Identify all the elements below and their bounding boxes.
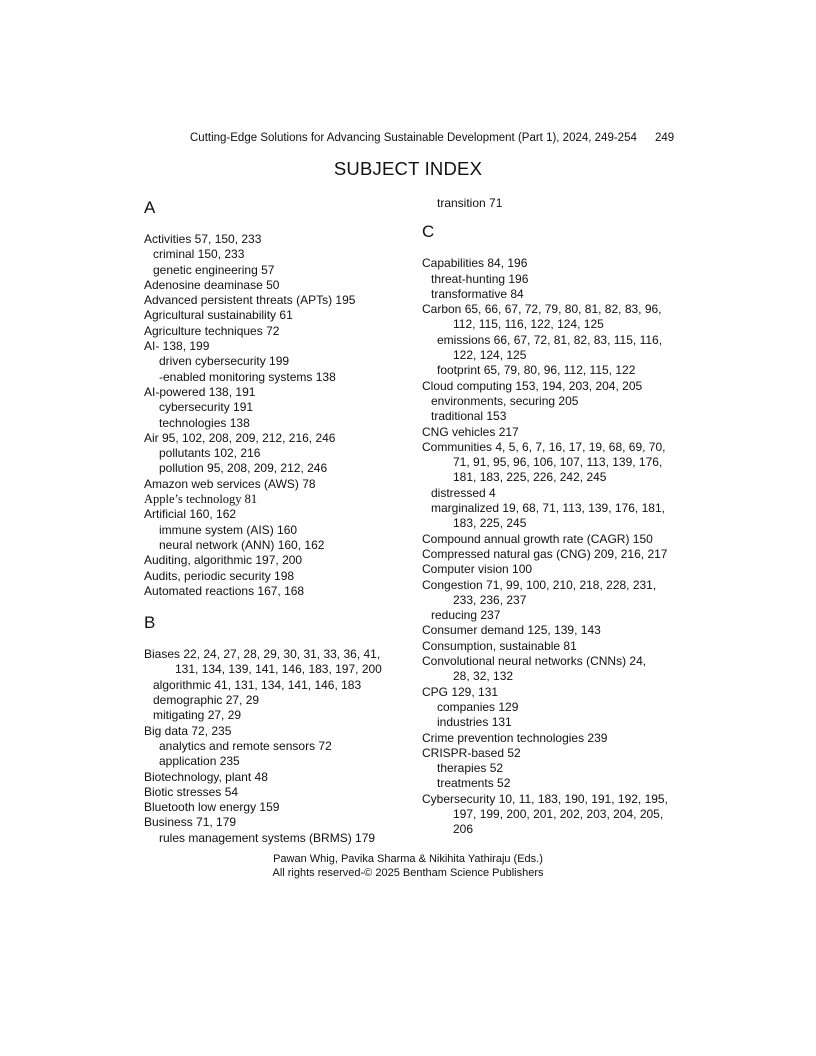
- index-entry-continuation: 122, 124, 125: [453, 348, 527, 363]
- index-subentry: cybersecurity 191: [159, 400, 254, 415]
- index-subentry: transition 71: [437, 196, 503, 210]
- index-entry-continuation: 181, 183, 225, 226, 242, 245: [453, 470, 607, 485]
- index-entry: Agricultural sustainability 61: [144, 308, 293, 323]
- index-entry: Capabilities 84, 196: [422, 256, 528, 271]
- index-entry: Auditing, algorithmic 197, 200: [144, 553, 303, 568]
- running-header: Cutting-Edge Solutions for Advancing Sustainable Development (Part 1), 2024, 249-254: [190, 132, 637, 144]
- section-letter-c: C: [422, 222, 435, 242]
- index-entry: Agriculture techniques 72: [144, 323, 280, 338]
- index-entry: Business 71, 179: [144, 815, 237, 830]
- index-subentry: -enabled monitoring systems 138: [159, 369, 336, 384]
- index-subentry: neural network (ANN) 160, 162: [159, 537, 325, 552]
- index-subentry: rules management systems (BRMS) 179: [159, 830, 376, 845]
- index-entry-continuation: 206: [453, 822, 474, 837]
- index-entry-continuation: 112, 115, 116, 122, 124, 125: [453, 317, 604, 332]
- index-subentry: treatments 52: [437, 776, 511, 791]
- index-entry: Biotechnology, plant 48: [144, 769, 268, 784]
- index-subentry: therapies 52: [437, 761, 504, 776]
- index-entry: Audits, periodic security 198: [144, 568, 295, 583]
- index-entry: CNG vehicles 217: [422, 424, 519, 439]
- index-entry: Compressed natural gas (CNG) 209, 216, 217: [422, 546, 668, 561]
- index-subentry: transformative 84: [431, 286, 524, 301]
- index-subentry: industries 131: [437, 715, 512, 730]
- index-entry-continuation: 71, 91, 95, 96, 106, 107, 113, 139, 176,: [453, 455, 663, 470]
- index-entry: Compound annual growth rate (CAGR) 150: [422, 531, 653, 546]
- index-column-left: [144, 196, 394, 846]
- index-entry: Automated reactions 167, 168: [144, 583, 305, 598]
- index-entry: CPG 129, 131: [422, 684, 499, 699]
- section-letter-b: B: [144, 613, 156, 633]
- index-subentry: pollution 95, 208, 209, 212, 246: [159, 461, 328, 476]
- index-subentry: reducing 237: [431, 608, 501, 623]
- index-subentry: environments, securing 205: [431, 393, 579, 408]
- index-entry: Congestion 71, 99, 100, 210, 218, 228, 231,: [422, 577, 657, 592]
- index-subentry: technologies 138: [159, 415, 250, 430]
- index-entry: Cloud computing 153, 194, 203, 204, 205: [422, 378, 643, 393]
- index-subentry: footprint 65, 79, 80, 96, 112, 115, 122: [437, 363, 636, 378]
- index-subentry: emissions 66, 67, 72, 81, 82, 83, 115, 116,: [437, 332, 663, 347]
- index-subentry: marginalized 19, 68, 71, 113, 139, 176, 181,: [431, 501, 665, 516]
- index-entry: CRISPR-based 52: [422, 745, 521, 760]
- index-subentry: immune system (AIS) 160: [159, 522, 298, 537]
- section-letter-a: A: [144, 198, 156, 217]
- footer-copyright: All rights reserved-© 2025 Bentham Science Publishers: [272, 867, 544, 879]
- index-subentry: genetic engineering 57: [153, 262, 275, 277]
- index-entry: Biotic stresses 54: [144, 784, 239, 799]
- index-entry: Bluetooth low energy 159: [144, 800, 280, 815]
- index-subentry: demographic 27, 29: [153, 693, 260, 708]
- index-entry: Biases 22, 24, 27, 28, 29, 30, 31, 33, 36, 41,: [144, 647, 381, 662]
- index-entry: Big data 72, 235: [144, 723, 232, 738]
- index-subentry: companies 129: [437, 699, 519, 714]
- index-entry: Consumption, sustainable 81: [422, 638, 577, 653]
- index-entry: Crime prevention technologies 239: [422, 730, 608, 745]
- index-subentry: threat-hunting 196: [431, 271, 529, 286]
- index-entry: Carbon 65, 66, 67, 72, 79, 80, 81, 82, 83, 96,: [422, 302, 662, 317]
- index-entry: Artificial 160, 162: [144, 507, 237, 522]
- index-entry-continuation: 183, 225, 245: [453, 516, 527, 531]
- index-subentry: traditional 153: [431, 409, 507, 424]
- index-entry: Convolutional neural networks (CNNs) 24,: [422, 654, 647, 669]
- index-entry: AI-powered 138, 191: [144, 384, 256, 399]
- index-entry: Amazon web services (AWS) 78: [144, 476, 316, 491]
- index-entry: Computer vision 100: [422, 562, 533, 577]
- index-entry: AI- 138, 199: [144, 339, 210, 354]
- index-column-right: [422, 196, 682, 838]
- index-entry: Activities 57, 150, 233: [144, 232, 262, 246]
- index-entry: Advanced persistent threats (APTs) 195: [144, 293, 356, 308]
- footer-editors: Pawan Whig, Pavika Sharma & Nikihita Yathiraju (Eds.): [273, 853, 543, 865]
- index-subentry: criminal 150, 233: [153, 247, 245, 262]
- index-entry: Communities 4, 5, 6, 7, 16, 17, 19, 68, 69, 70,: [422, 439, 666, 454]
- index-entry-continuation: 197, 199, 200, 201, 202, 203, 204, 205,: [453, 806, 664, 821]
- index-entry-continuation: 233, 236, 237: [453, 592, 527, 607]
- index-subentry: pollutants 102, 216: [159, 446, 261, 461]
- index-entry: Apple’s technology 81: [144, 492, 258, 507]
- index-entry: Adenosine deaminase 50: [144, 277, 280, 292]
- index-subentry: analytics and remote sensors 72: [159, 738, 332, 753]
- index-subentry: algorithmic 41, 131, 134, 141, 146, 183: [153, 677, 362, 692]
- page-number: 249: [655, 132, 675, 144]
- index-subentry: driven cybersecurity 199: [159, 354, 290, 369]
- index-subentry: application 235: [159, 754, 240, 769]
- index-entry: Consumer demand 125, 139, 143: [422, 623, 601, 638]
- index-entry-continuation: 131, 134, 139, 141, 146, 183, 197, 200: [175, 662, 382, 677]
- index-subentry: mitigating 27, 29: [153, 708, 242, 723]
- index-entry: Cybersecurity 10, 11, 183, 190, 191, 192, 195,: [422, 791, 668, 806]
- index-entry: Air 95, 102, 208, 209, 212, 216, 246: [144, 430, 336, 445]
- index-subentry: distressed 4: [431, 485, 496, 500]
- page-title: SUBJECT INDEX: [333, 158, 483, 179]
- index-entry-continuation: 28, 32, 132: [453, 669, 514, 684]
